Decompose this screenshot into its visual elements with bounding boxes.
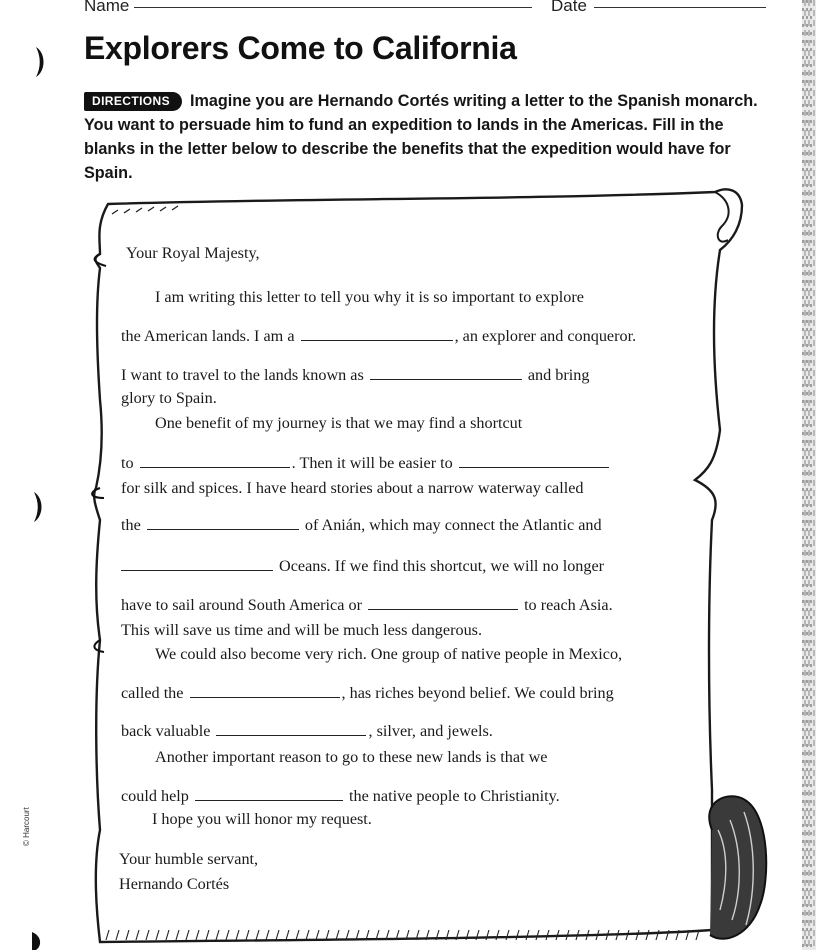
letter-salutation: Your Royal Majesty, <box>126 244 260 262</box>
scroll-bottom-roll <box>709 796 766 939</box>
letter-line <box>121 516 602 535</box>
letter-line: We could also become very rich. One group of native people in Mexico, <box>155 645 623 663</box>
scroll-top-curl <box>715 192 729 242</box>
fill-in-blank-treasure[interactable] <box>216 723 366 736</box>
letter-line: This will save us time and will be much less dangerous. <box>121 621 483 639</box>
letter-line <box>121 722 493 741</box>
letter-text: . Then it will be easier to <box>291 454 453 472</box>
letter-text: called the <box>121 684 184 702</box>
fill-in-blank-route[interactable] <box>368 597 518 610</box>
letter-text: , an explorer and conqueror. <box>454 327 637 345</box>
fill-in-blank-explorer-title[interactable] <box>301 328 453 341</box>
letter-text: and bring <box>527 366 590 384</box>
fill-in-blank-convert[interactable] <box>195 788 343 801</box>
letter-text: the native people to Christianity. <box>348 787 560 805</box>
letter-text: back valuable <box>121 722 211 740</box>
letter-line: I am writing this letter to tell you why it is so important to explore <box>155 288 584 306</box>
letter-text: Oceans. If we find this shortcut, we will no longer <box>279 557 605 575</box>
letter-text: , has riches beyond belief. We could bring <box>341 684 614 702</box>
binder-hole-mark-top <box>32 45 48 79</box>
letter-text: of Anián, which may connect the Atlantic and <box>304 516 602 534</box>
letter-line: for silk and spices. I have heard stories about a narrow waterway called <box>121 479 584 497</box>
binder-hole-mark-bottom <box>28 930 44 950</box>
letter-line: One benefit of my journey is that we may find a shortcut <box>155 414 523 432</box>
directions-text: Imagine you are Hernando Cortés writing a letter to the Spanish monarch. You want to persuade him to fund an expedition to lands in the Americas. Fill in the blanks in the letter below to describe the benefits that the expedition would have for Spain. <box>84 92 758 182</box>
letter-line <box>121 596 613 615</box>
letter-text: to <box>121 454 134 472</box>
binder-hole-mark-middle <box>30 490 46 524</box>
fill-in-blank-ocean[interactable] <box>121 558 273 571</box>
worksheet-title: Explorers Come to California <box>84 30 517 66</box>
letter-closing: Your humble servant, <box>119 850 259 868</box>
letter-line <box>121 366 589 385</box>
directions-badge: DIRECTIONS <box>84 92 182 111</box>
letter-text: I want to travel to the lands known as <box>121 366 364 384</box>
letter-text: have to sail around South America or <box>121 596 362 614</box>
letter-signature: Hernando Cortés <box>119 875 230 893</box>
letter-line <box>121 787 560 806</box>
letter-line: I hope you will honor my request. <box>152 810 372 828</box>
letter-line <box>121 684 614 703</box>
fill-in-blank-trade-action[interactable] <box>459 455 609 468</box>
letter-text: the <box>121 516 141 534</box>
letter-text: , silver, and jewels. <box>368 722 493 740</box>
letter-line: glory to Spain. <box>121 389 217 407</box>
letter-line <box>121 557 604 576</box>
fill-in-blank-native-group[interactable] <box>190 685 340 698</box>
letter-text: the American lands. I am a <box>121 327 295 345</box>
fill-in-blank-lands[interactable] <box>370 367 522 380</box>
date-label: Date <box>551 0 587 15</box>
letter-line <box>121 454 611 473</box>
scanned-page-edge <box>798 0 816 950</box>
name-label: Name <box>84 0 130 15</box>
fill-in-blank-waterway[interactable] <box>147 517 299 530</box>
letter-text: to reach Asia. <box>524 596 613 614</box>
fill-in-blank-shortcut-destination[interactable] <box>140 455 290 468</box>
publisher-credit: © Harcourt <box>22 807 31 846</box>
scroll-top-hatching <box>112 206 178 214</box>
letter-text: could help <box>121 787 189 805</box>
letter-line: Another important reason to go to these new lands is that we <box>155 748 548 766</box>
letter-line <box>121 327 636 346</box>
